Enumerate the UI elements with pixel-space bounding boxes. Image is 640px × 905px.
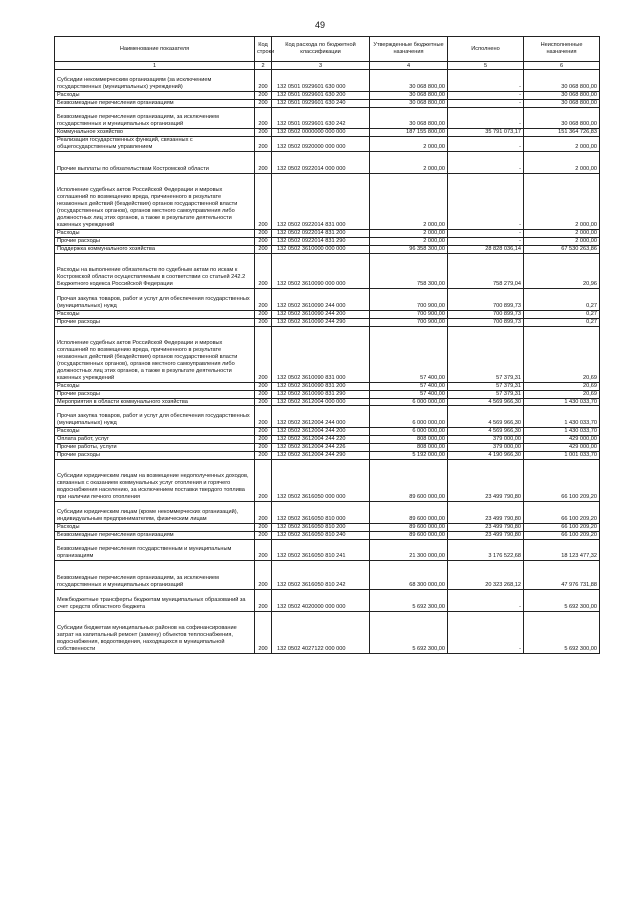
row-kbk-cell: 132 0502 0922014 831 290	[272, 237, 370, 245]
row-unexecuted-cell: 30 068 800,00	[524, 107, 600, 129]
table-row	[55, 539, 600, 561]
row-name-cell: Субсидии юридическим лицам (кроме некоммерческих организаций), индивидуальным предпринимателям, физическим лицам	[55, 502, 255, 524]
row-approved-cell: 700 900,00	[370, 310, 448, 318]
table-row	[55, 289, 600, 311]
row-kbk-cell: 132 0501 0929601 630 242	[272, 107, 370, 129]
row-executed-cell: 57 379,31	[448, 390, 524, 398]
row-code-cell: 200	[255, 151, 272, 173]
row-code-cell: 200	[255, 245, 272, 253]
row-executed-cell: -	[448, 107, 524, 129]
row-kbk-cell: 132 0502 3616050 000 000	[272, 459, 370, 501]
table-row	[55, 137, 600, 152]
row-executed-cell: 4 569 966,30	[448, 406, 524, 428]
row-kbk-cell: 132 0502 4020000 000 000	[272, 589, 370, 611]
row-code-cell: 200	[255, 390, 272, 398]
row-name-cell: Безвозмездные перечисления организациям, за исключением государственных и муниципальных организаций	[55, 561, 255, 590]
row-unexecuted-cell: 1 430 033,70	[524, 398, 600, 406]
table-row	[55, 91, 600, 99]
row-kbk-cell: 132 0502 3612004 000 000	[272, 398, 370, 406]
row-approved-cell: 96 358 300,00	[370, 245, 448, 253]
row-unexecuted-cell: 151 364 726,83	[524, 129, 600, 137]
row-executed-cell: 23 499 790,80	[448, 523, 524, 531]
table-row	[55, 229, 600, 237]
column-index: 4	[370, 62, 448, 70]
row-kbk-cell: 132 0502 3610090 244 000	[272, 289, 370, 311]
row-kbk-cell: 132 0502 3610000 000 000	[272, 245, 370, 253]
row-unexecuted-cell: 20,96	[524, 253, 600, 289]
row-code-cell: 200	[255, 318, 272, 326]
row-unexecuted-cell: 1 001 033,70	[524, 451, 600, 459]
row-code-cell: 200	[255, 99, 272, 107]
row-approved-cell: 700 900,00	[370, 318, 448, 326]
table-row	[55, 611, 600, 653]
table-row	[55, 253, 600, 289]
row-code-cell: 200	[255, 229, 272, 237]
row-code-cell: 200	[255, 326, 272, 382]
row-code-cell: 200	[255, 443, 272, 451]
page-number: 49	[314, 20, 325, 30]
row-unexecuted-cell: 66 100 209,20	[524, 502, 600, 524]
row-kbk-cell: 132 0502 3616050 810 200	[272, 523, 370, 531]
row-executed-cell: -	[448, 137, 524, 152]
column-index-row	[55, 62, 600, 70]
row-code-cell: 200	[255, 561, 272, 590]
row-name-cell: Исполнение судебных актов Российской Федерации и мировых соглашений по возмещению вреда, причиненного в результате незаконных действий (бездействия) органов государственной власти (государственных органов), органов местного самоуправления либо должностных лиц этих органов, а также в результате деятельности казенных учреждений	[55, 173, 255, 229]
row-unexecuted-cell: 0,27	[524, 310, 600, 318]
column-index: 5	[448, 62, 524, 70]
budget-execution-table	[54, 36, 600, 654]
row-approved-cell: 89 600 000,00	[370, 459, 448, 501]
row-kbk-cell: 132 0502 3612004 244 200	[272, 428, 370, 436]
row-code-cell: 200	[255, 539, 272, 561]
header-name: Наименование показателя	[55, 37, 255, 62]
row-executed-cell: 35 791 073,17	[448, 129, 524, 137]
row-name-cell: Прочие работы, услуги	[55, 443, 255, 451]
row-executed-cell: 28 828 036,14	[448, 245, 524, 253]
row-executed-cell: 4 190 966,30	[448, 451, 524, 459]
row-unexecuted-cell: 2 000,00	[524, 137, 600, 152]
row-kbk-cell: 132 0502 0922014 831 000	[272, 173, 370, 229]
row-code-cell: 200	[255, 382, 272, 390]
row-kbk-cell: 132 0502 4027122 000 000	[272, 611, 370, 653]
row-executed-cell: 20 323 268,12	[448, 561, 524, 590]
row-code-cell: 200	[255, 129, 272, 137]
table-row	[55, 589, 600, 611]
row-kbk-cell: 132 0502 3610090 244 290	[272, 318, 370, 326]
row-name-cell: Межбюджетные трансферты бюджетам муниципальных образований за счет средств областного бюджета	[55, 589, 255, 611]
table-row	[55, 398, 600, 406]
row-kbk-cell: 132 0502 3610090 244 200	[272, 310, 370, 318]
row-executed-cell: 23 499 790,80	[448, 531, 524, 539]
row-unexecuted-cell: 20,69	[524, 390, 600, 398]
row-unexecuted-cell: 1 430 033,70	[524, 428, 600, 436]
row-name-cell: Прочие расходы	[55, 390, 255, 398]
row-executed-cell: 700 899,73	[448, 318, 524, 326]
row-kbk-cell: 132 0502 0920000 000 000	[272, 137, 370, 152]
table-row	[55, 436, 600, 444]
row-approved-cell: 2 000,00	[370, 229, 448, 237]
row-unexecuted-cell: 66 100 209,20	[524, 531, 600, 539]
table-body	[55, 70, 600, 654]
row-kbk-cell: 132 0502 3610090 831 000	[272, 326, 370, 382]
row-unexecuted-cell: 2 000,00	[524, 237, 600, 245]
row-approved-cell: 758 300,00	[370, 253, 448, 289]
row-unexecuted-cell: 67 530 263,86	[524, 245, 600, 253]
table-row	[55, 502, 600, 524]
row-approved-cell: 5 192 000,00	[370, 451, 448, 459]
table-row	[55, 428, 600, 436]
row-name-cell: Мероприятия в области коммунального хозяйства	[55, 398, 255, 406]
table-row	[55, 382, 600, 390]
row-executed-cell: -	[448, 99, 524, 107]
row-approved-cell: 808 000,00	[370, 443, 448, 451]
row-unexecuted-cell: 20,69	[524, 326, 600, 382]
row-unexecuted-cell: 20,69	[524, 382, 600, 390]
row-code-cell: 200	[255, 173, 272, 229]
header-executed: Исполнено	[448, 37, 524, 62]
table-row	[55, 310, 600, 318]
row-approved-cell: 89 600 000,00	[370, 523, 448, 531]
row-executed-cell: -	[448, 173, 524, 229]
row-kbk-cell: 132 0502 3616050 810 000	[272, 502, 370, 524]
row-approved-cell: 6 000 000,00	[370, 428, 448, 436]
table-row	[55, 390, 600, 398]
row-code-cell: 200	[255, 436, 272, 444]
row-unexecuted-cell: 5 692 300,00	[524, 589, 600, 611]
row-unexecuted-cell: 5 692 300,00	[524, 611, 600, 653]
row-unexecuted-cell: 66 100 209,20	[524, 523, 600, 531]
row-kbk-cell: 132 0502 0922014 000 000	[272, 151, 370, 173]
header-approved: Утвержденные бюджетные назначения	[370, 37, 448, 62]
row-executed-cell: 4 569 966,30	[448, 398, 524, 406]
row-executed-cell: -	[448, 70, 524, 92]
row-kbk-cell: 132 0502 3616050 810 242	[272, 561, 370, 590]
row-executed-cell: 700 899,73	[448, 289, 524, 311]
row-unexecuted-cell: 30 068 800,00	[524, 91, 600, 99]
row-approved-cell: 30 068 800,00	[370, 70, 448, 92]
row-name-cell: Безвозмездные перечисления организациям, за исключением государственных и муниципальных организаций	[55, 107, 255, 129]
table-row	[55, 99, 600, 107]
row-unexecuted-cell: 429 000,00	[524, 443, 600, 451]
row-code-cell: 200	[255, 289, 272, 311]
row-code-cell: 200	[255, 406, 272, 428]
row-code-cell: 200	[255, 253, 272, 289]
row-name-cell: Прочие расходы	[55, 451, 255, 459]
row-unexecuted-cell: 18 123 477,32	[524, 539, 600, 561]
row-name-cell: Прочая закупка товаров, работ и услуг для обеспечения государственных (муниципальных) нужд	[55, 406, 255, 428]
row-code-cell: 200	[255, 398, 272, 406]
table-row	[55, 443, 600, 451]
row-approved-cell: 2 000,00	[370, 137, 448, 152]
row-executed-cell: 57 379,31	[448, 326, 524, 382]
row-name-cell: Расходы	[55, 428, 255, 436]
table-row	[55, 318, 600, 326]
row-name-cell: Прочие расходы	[55, 237, 255, 245]
row-name-cell: Прочая закупка товаров, работ и услуг для обеспечения государственных (муниципальных) нужд	[55, 289, 255, 311]
table-row	[55, 107, 600, 129]
table-row	[55, 129, 600, 137]
row-unexecuted-cell: 0,27	[524, 289, 600, 311]
row-unexecuted-cell: 429 000,00	[524, 436, 600, 444]
row-name-cell: Безвозмездные перечисления организациям	[55, 531, 255, 539]
row-name-cell: Безвозмездные перечисления организациям	[55, 99, 255, 107]
row-kbk-cell: 132 0502 3612004 244 000	[272, 406, 370, 428]
row-approved-cell: 2 000,00	[370, 237, 448, 245]
row-name-cell: Субсидии юридическим лицам на возмещение недополученных доходов, связанных с оказанием коммунальных услуг отопления и горячего водоснабжения населению, за исключением поставки твердого топлива при наличии печного отопления	[55, 459, 255, 501]
row-executed-cell: -	[448, 91, 524, 99]
table-row	[55, 151, 600, 173]
row-unexecuted-cell: 66 100 209,20	[524, 459, 600, 501]
row-name-cell: Расходы на выполнение обязательств по судебным актам по искам к Костромской области осуществляемым в соответствии со статьей 242.2 Бюджетного кодекса Российской Федерации	[55, 253, 255, 289]
row-approved-cell: 5 692 300,00	[370, 589, 448, 611]
row-kbk-cell: 132 0502 3616050 810 240	[272, 531, 370, 539]
row-kbk-cell: 132 0501 0929601 630 200	[272, 91, 370, 99]
row-approved-cell: 57 400,00	[370, 382, 448, 390]
table-row	[55, 451, 600, 459]
row-unexecuted-cell: 2 000,00	[524, 229, 600, 237]
row-kbk-cell: 132 0502 0922014 831 200	[272, 229, 370, 237]
row-unexecuted-cell: 30 068 800,00	[524, 70, 600, 92]
table-header-row	[55, 37, 600, 62]
row-approved-cell: 68 300 000,00	[370, 561, 448, 590]
row-name-cell: Исполнение судебных актов Российской Федерации и мировых соглашений по возмещению вреда, причиненного в результате незаконных действий (бездействия) органов государственной власти (государственных органов), органов местного самоуправления либо должностных лиц этих органов, а также в результате деятельности казенных учреждений	[55, 326, 255, 382]
row-executed-cell: 23 499 790,80	[448, 459, 524, 501]
row-name-cell: Субсидии некоммерческим организациям (за исключением государственных (муниципальных) учреждений)	[55, 70, 255, 92]
row-name-cell: Реализация государственных функций, связанных с общегосударственным управлением	[55, 137, 255, 152]
row-code-cell: 200	[255, 531, 272, 539]
row-kbk-cell: 132 0502 3612004 244 220	[272, 436, 370, 444]
table-row	[55, 523, 600, 531]
row-approved-cell: 57 400,00	[370, 326, 448, 382]
header-kbk: Код расхода по бюджетной классификации	[272, 37, 370, 62]
row-executed-cell: 379 000,00	[448, 443, 524, 451]
row-approved-cell: 30 068 800,00	[370, 107, 448, 129]
row-executed-cell: 758 279,04	[448, 253, 524, 289]
row-name-cell: Расходы	[55, 91, 255, 99]
row-approved-cell: 30 068 800,00	[370, 91, 448, 99]
row-kbk-cell: 132 0501 0929601 630 240	[272, 99, 370, 107]
row-approved-cell: 57 400,00	[370, 390, 448, 398]
row-executed-cell: 4 569 966,30	[448, 428, 524, 436]
row-kbk-cell: 132 0502 3616050 810 241	[272, 539, 370, 561]
row-unexecuted-cell: 47 976 731,88	[524, 561, 600, 590]
table-row	[55, 459, 600, 501]
row-approved-cell: 5 692 300,00	[370, 611, 448, 653]
row-executed-cell: 23 499 790,80	[448, 502, 524, 524]
row-name-cell: Поддержка коммунального хозяйства	[55, 245, 255, 253]
row-executed-cell: -	[448, 237, 524, 245]
table-row	[55, 561, 600, 590]
row-approved-cell: 6 000 000,00	[370, 406, 448, 428]
header-code: Код строки	[255, 37, 272, 62]
row-code-cell: 200	[255, 310, 272, 318]
row-approved-cell: 187 155 800,00	[370, 129, 448, 137]
row-approved-cell: 808 000,00	[370, 436, 448, 444]
row-name-cell: Безвозмездные перечисления государственным и муниципальным организациям	[55, 539, 255, 561]
row-executed-cell: 379 000,00	[448, 436, 524, 444]
row-kbk-cell: 132 0502 0000000 000 000	[272, 129, 370, 137]
column-index: 3	[272, 62, 370, 70]
row-approved-cell: 89 600 000,00	[370, 502, 448, 524]
row-executed-cell: -	[448, 229, 524, 237]
row-kbk-cell: 132 0502 3610090 000 000	[272, 253, 370, 289]
row-approved-cell: 30 068 800,00	[370, 99, 448, 107]
row-code-cell: 200	[255, 70, 272, 92]
row-name-cell: Коммунальное хозяйство	[55, 129, 255, 137]
row-code-cell: 200	[255, 428, 272, 436]
row-code-cell: 200	[255, 107, 272, 129]
row-kbk-cell: 132 0502 3610090 831 200	[272, 382, 370, 390]
row-unexecuted-cell: 2 000,00	[524, 173, 600, 229]
row-name-cell: Расходы	[55, 310, 255, 318]
row-code-cell: 200	[255, 611, 272, 653]
row-name-cell: Субсидии бюджетам муниципальных районов на софинансирование затрат на капитальный ремонт (замену) объектов теплоснабжения, водоснабжения, водоотведения, находящихся в муниципальной собственности	[55, 611, 255, 653]
row-code-cell: 200	[255, 523, 272, 531]
row-code-cell: 200	[255, 502, 272, 524]
row-executed-cell: 700 899,73	[448, 310, 524, 318]
table-row	[55, 245, 600, 253]
row-unexecuted-cell: 1 430 033,70	[524, 406, 600, 428]
row-kbk-cell: 132 0502 3612004 244 226	[272, 443, 370, 451]
table-row	[55, 406, 600, 428]
row-approved-cell: 6 000 000,00	[370, 398, 448, 406]
row-code-cell: 200	[255, 459, 272, 501]
row-executed-cell: -	[448, 611, 524, 653]
row-approved-cell: 21 300 000,00	[370, 539, 448, 561]
row-approved-cell: 2 000,00	[370, 173, 448, 229]
table-row	[55, 237, 600, 245]
row-code-cell: 200	[255, 589, 272, 611]
row-code-cell: 200	[255, 137, 272, 152]
row-kbk-cell: 132 0502 3610090 831 290	[272, 390, 370, 398]
column-index: 2	[255, 62, 272, 70]
row-approved-cell: 89 600 000,00	[370, 531, 448, 539]
row-approved-cell: 700 900,00	[370, 289, 448, 311]
row-unexecuted-cell: 2 000,00	[524, 151, 600, 173]
row-name-cell: Расходы	[55, 523, 255, 531]
table-row	[55, 326, 600, 382]
column-index: 1	[55, 62, 255, 70]
header-unexecuted: Неисполненные назначения	[524, 37, 600, 62]
row-name-cell: Оплата работ, услуг	[55, 436, 255, 444]
table-row	[55, 531, 600, 539]
row-executed-cell: -	[448, 151, 524, 173]
row-unexecuted-cell: 30 068 800,00	[524, 99, 600, 107]
column-index: 6	[524, 62, 600, 70]
table-row	[55, 173, 600, 229]
row-executed-cell: 3 176 522,68	[448, 539, 524, 561]
row-kbk-cell: 132 0502 3612004 244 290	[272, 451, 370, 459]
row-kbk-cell: 132 0501 0929601 630 000	[272, 70, 370, 92]
row-unexecuted-cell: 0,27	[524, 318, 600, 326]
row-name-cell: Расходы	[55, 229, 255, 237]
row-code-cell: 200	[255, 237, 272, 245]
table-row	[55, 70, 600, 92]
row-executed-cell: 57 379,31	[448, 382, 524, 390]
row-executed-cell: -	[448, 589, 524, 611]
row-name-cell: Прочие расходы	[55, 318, 255, 326]
row-name-cell: Расходы	[55, 382, 255, 390]
row-approved-cell: 2 000,00	[370, 151, 448, 173]
row-code-cell: 200	[255, 451, 272, 459]
row-code-cell: 200	[255, 91, 272, 99]
row-name-cell: Прочие выплаты по обязательствам Костромской области	[55, 151, 255, 173]
